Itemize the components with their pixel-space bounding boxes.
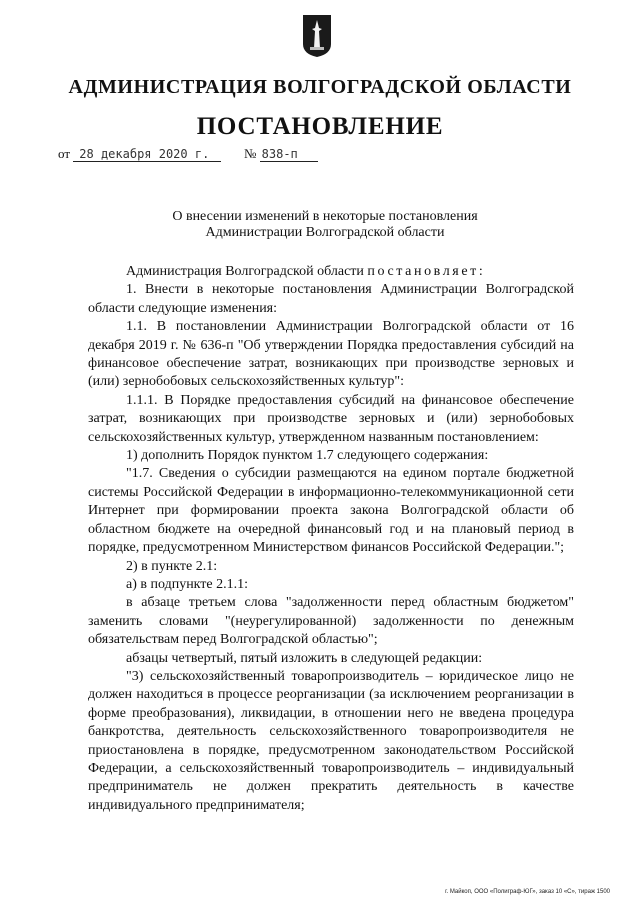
paragraph: "3) сельскохозяйственный товаропроизводитель – юридическое лицо не должен находиться в процессе реорганизации (за исключением реорганизации в форме преобразования), ликвидации, в отношении него не введена процедура банкротства, деятельность сельскохозяйственного товаропроизводителя не приостановлена в порядке, предусмотренном законодательством Российской Федерации, а сельскохозяйственный товаропроизводитель – индивидуальный предприниматель не должен прекратить деятельность в качестве индивидуального предпринимателя;	[88, 668, 574, 813]
subject-line-1: О внесении изменений в некоторые постановления	[172, 209, 478, 224]
paragraph: "1.7. Сведения о субсидии размещаются на едином портале бюджетной системы Российской Федерации в информационно-телекоммуникационной сети Интернет при формировании проекта закона Волгоградской области об областном бюджете на очередной финансовый год и на плановый период в порядке, предусмотренном Министерством финансов Российской Федерации.";	[88, 466, 574, 556]
coat-of-arms-icon	[302, 14, 332, 58]
paragraph: 1) дополнить Порядок пунктом 1.7 следующего содержания:	[126, 448, 489, 464]
printer-imprint: г. Майкоп, ООО «Полиграф-ЮГ», заказ 10 «С», тираж 1500	[445, 889, 610, 895]
document-body	[88, 263, 574, 815]
document-number	[244, 146, 318, 162]
paragraph: в абзаце третьем слова "задолженности перед областным бюджетом" заменить словами "(неурегулированной) задолженности по денежным обязательствам перед Волгоградской областью";	[88, 595, 574, 648]
paragraph-preamble	[88, 263, 574, 281]
document-type-title: ПОСТАНОВЛЕНИЕ	[196, 113, 444, 140]
document-subject	[90, 209, 560, 241]
paragraph: 1.1. В постановлении Администрации Волгоградской области от 16 декабря 2019 г. № 636-п "Об утверждении Порядка предоставления субсидий на финансовое обеспечение затрат, возникающих при производстве зерновых и (или) зернобобовых сельскохозяйственных культур":	[88, 319, 574, 390]
preamble-text: Администрация Волгоградской области	[126, 264, 364, 279]
date-prefix: от	[58, 146, 71, 161]
paragraph: а) в подпункте 2.1.1:	[126, 576, 249, 592]
paragraph: 1.1.1. В Порядке предоставления субсидий на финансовое обеспечение затрат, возникающих при производстве зерновых и (или) зернобобовых сельскохозяйственных культур, утвержденном названным постановлением:	[88, 392, 574, 445]
paragraph: абзацы четвертый, пятый изложить в следующей редакции:	[126, 650, 483, 666]
subject-line-2: Администрации Волгоградской области	[205, 225, 445, 240]
number-line	[260, 146, 318, 162]
number-value: 838-п	[261, 147, 298, 161]
preamble-decree: постановляет:	[367, 264, 486, 279]
date-value: 28 декабря 2020 г.	[79, 147, 210, 161]
date-line	[73, 146, 221, 162]
number-prefix: №	[244, 146, 257, 161]
document-date	[58, 146, 221, 162]
organization-title: АДМИНИСТРАЦИЯ ВОЛГОГРАДСКОЙ ОБЛАСТИ	[68, 76, 572, 98]
paragraph: 1. Внести в некоторые постановления Администрации Волгоградской области следующие изменения:	[88, 282, 574, 316]
paragraph: 2) в пункте 2.1:	[126, 558, 218, 574]
